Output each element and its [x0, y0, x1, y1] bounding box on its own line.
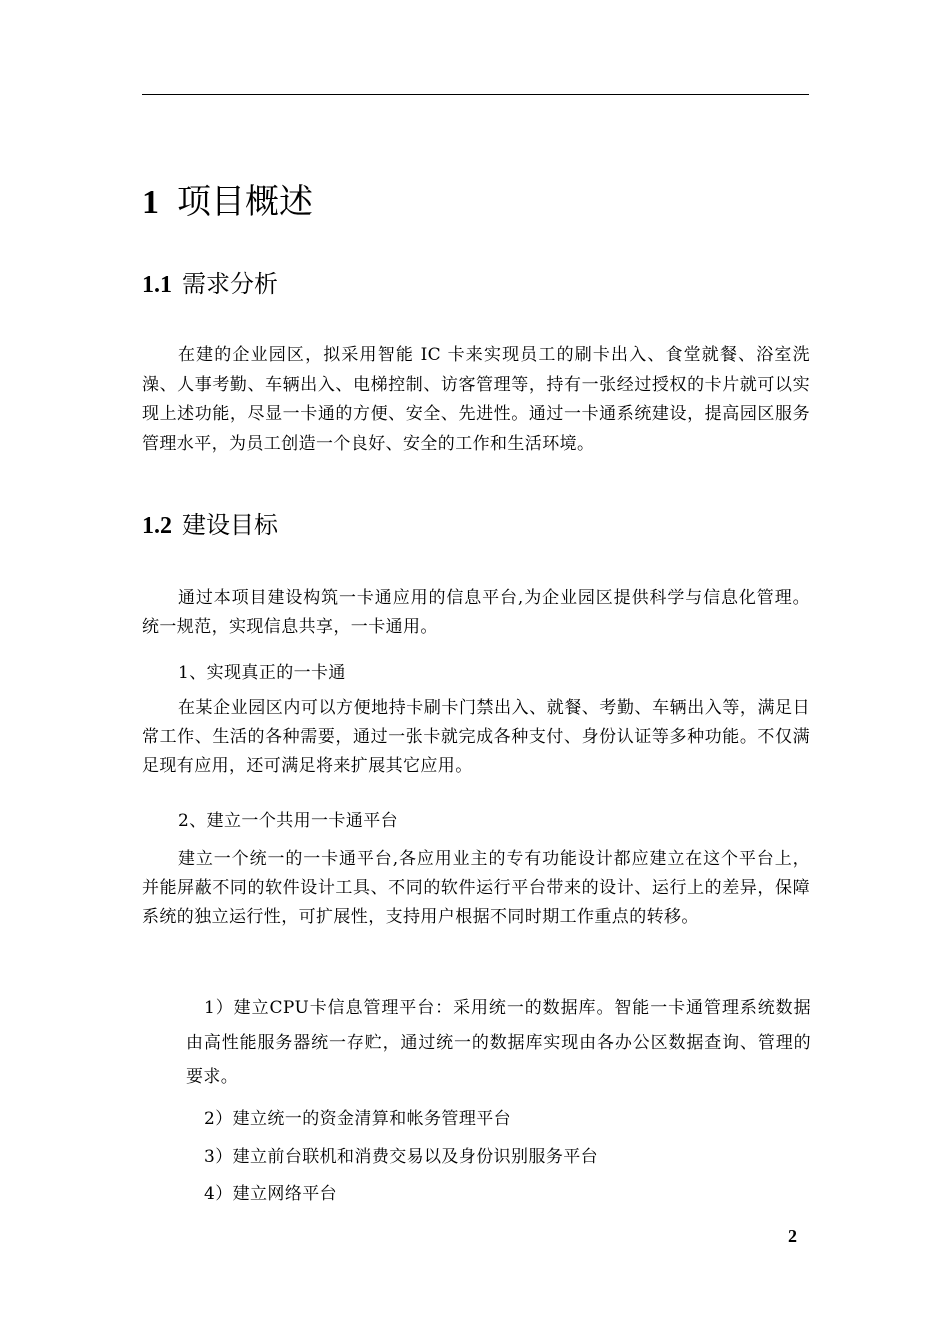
chapter-title: 项目概述 [177, 182, 313, 222]
header-rule [142, 94, 809, 95]
page-number: 2 [788, 1226, 797, 1246]
sub-item-1: 1）建立CPU卡信息管理平台：采用统一的数据库。智能一卡通管理系统数据由高性能服务器统一存贮，通过统一的数据库实现由各办公区数据查询、管理的要求。 [186, 998, 811, 1087]
chapter-heading [142, 178, 313, 227]
chapter-number: 1 [142, 184, 159, 221]
sub-item-3: 3）建立前台联机和消费交易以及身份识别服务平台 [204, 1147, 599, 1167]
goal-1-paragraph: 在某企业园区内可以方便地持卡刷卡门禁出入、就餐、考勤、车辆出入等，满足日常工作、生活的各种需要，通过一张卡就完成各种支付、身份认证等多种功能。不仅满足现有应用，还可满足将来扩展其它应用。 [142, 698, 810, 776]
goal-2-title: 2、建立一个共用一卡通平台 [178, 811, 399, 831]
section-1-2-title: 建设目标 [182, 511, 278, 539]
goals-intro-paragraph: 通过本项目建设构筑一卡通应用的信息平台,为企业园区提供科学与信息化管理。统一规范，实现信息共享，一卡通用。 [142, 588, 810, 637]
section-1-1-heading [142, 267, 278, 302]
requirements-paragraph: 在建的企业园区，拟采用智能 IC 卡来实现员工的刷卡出入、食堂就餐、浴室洗澡、人事考勤、车辆出入、电梯控制、访客管理等，持有一张经过授权的卡片就可以实现上述功能，尽显一卡通的方便、安全、先进性。通过一卡通系统建设，提高园区服务管理水平，为员工创造一个良好、安全的工作和生活环境。 [142, 345, 810, 454]
section-1-2-heading [142, 508, 278, 543]
section-1-2-number: 1.2 [142, 513, 172, 539]
section-1-1-number: 1.1 [142, 272, 172, 298]
sub-item-4: 4）建立网络平台 [204, 1184, 338, 1204]
goal-1-title: 1、实现真正的一卡通 [178, 663, 346, 683]
goal-2-paragraph: 建立一个统一的一卡通平台,各应用业主的专有功能设计都应建立在这个平台上，并能屏蔽不同的软件设计工具、不同的软件运行平台带来的设计、运行上的差异，保障系统的独立运行性，可扩展性，支持用户根据不同时期工作重点的转移。 [142, 849, 810, 927]
section-1-1-title: 需求分析 [182, 270, 278, 298]
sub-item-2: 2）建立统一的资金清算和帐务管理平台 [204, 1109, 512, 1129]
